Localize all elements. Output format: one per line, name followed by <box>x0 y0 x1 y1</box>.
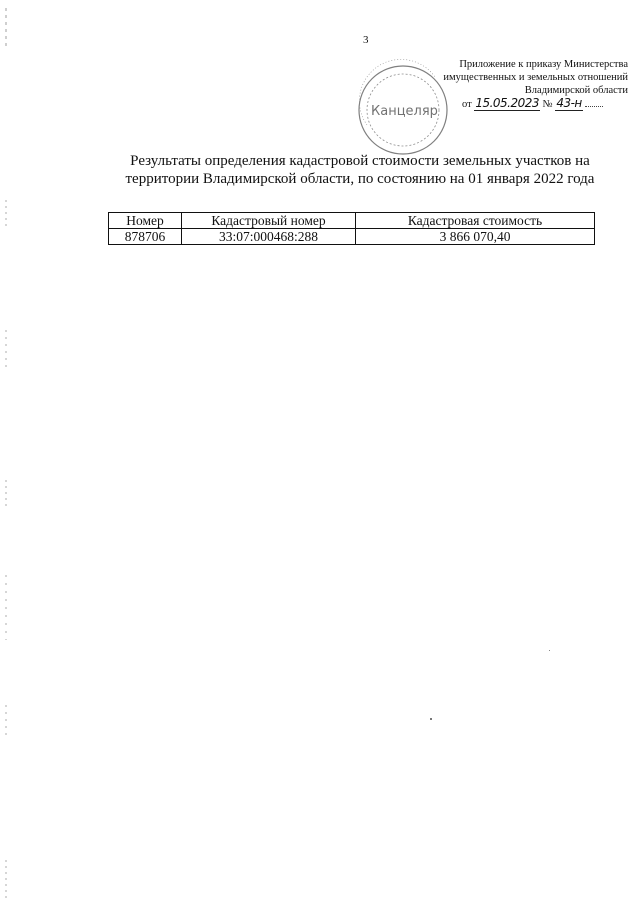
appendix-header <box>398 58 628 97</box>
title-line-2: территории Владимирской области, по состоянию на 01 января 2022 года <box>125 171 595 187</box>
scan-margin-marks <box>0 0 20 905</box>
header-line-3: Владимирской области <box>524 85 628 96</box>
stamp-text: Канцеляр <box>371 104 438 119</box>
header-line-1: Приложение к приказу Министерства <box>459 59 628 70</box>
order-prefix: от <box>462 99 472 110</box>
order-date-number-line <box>462 96 603 110</box>
table-row <box>109 229 595 245</box>
page-number: 3 <box>363 34 369 46</box>
column-header-number: Номер <box>109 213 182 229</box>
column-header-cadastral-value: Кадастровая стоимость <box>356 213 595 229</box>
cadastral-value-table <box>108 212 595 245</box>
document-title <box>100 152 620 188</box>
scan-speck <box>430 718 432 720</box>
order-underline <box>585 106 603 107</box>
cell-cadastral-value: 3 866 070,40 <box>356 229 595 245</box>
order-number: 43-н <box>556 96 582 110</box>
column-header-cadastral-number: Кадастровый номер <box>182 213 356 229</box>
cell-number: 878706 <box>109 229 182 245</box>
cell-cadastral-number: 33:07:000468:288 <box>182 229 356 245</box>
header-line-2: имущественных и земельных отношений <box>443 72 628 83</box>
title-line-1: Результаты определения кадастровой стоимости земельных участков на <box>130 153 590 169</box>
scan-speck <box>549 650 550 651</box>
order-number-sign: № <box>542 99 553 110</box>
table-header-row <box>109 213 595 229</box>
order-date: 15.05.2023 <box>475 96 540 110</box>
